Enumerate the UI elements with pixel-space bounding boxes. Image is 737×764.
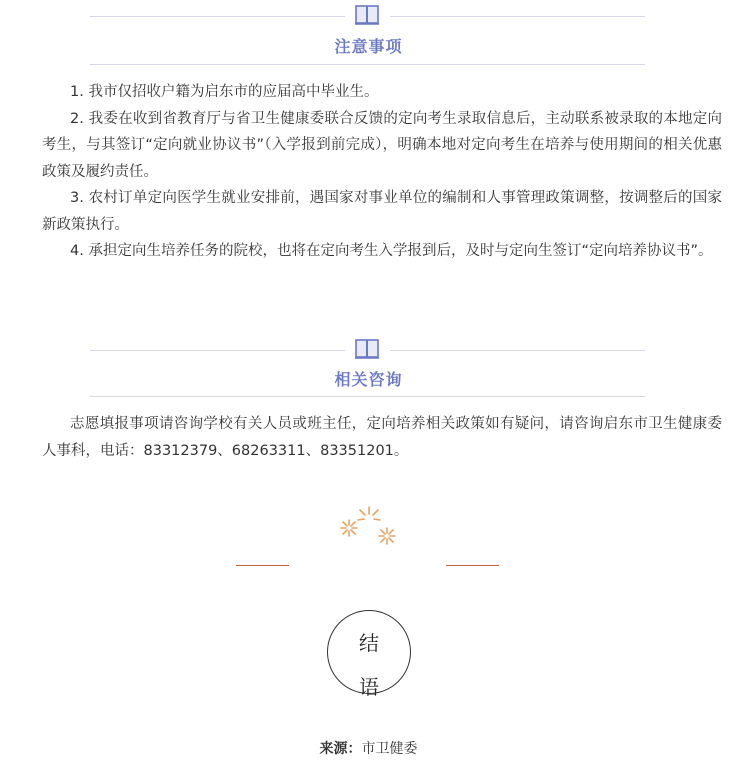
section-title-notes: 注意事项 — [334, 37, 403, 56]
source-label: 来源： — [319, 741, 362, 757]
firework-icon — [335, 500, 400, 550]
source-line — [0, 738, 737, 758]
section-title-consult: 相关咨询 — [334, 370, 403, 389]
divider-left — [90, 350, 345, 351]
section-header-consult — [0, 338, 737, 398]
decor-line-left — [236, 565, 289, 566]
consult-paragraph: 志愿填报事项请咨询学校有关人员或班主任，定向培养相关政策如有疑问，请咨询启东市卫生健康委人事科，电话：83312379、68263311、83351201。 — [42, 416, 722, 459]
divider-under-title — [90, 64, 645, 65]
source-value: 市卫健委 — [361, 741, 418, 757]
divider-under-title — [90, 396, 645, 397]
list-item: 1. 我市仅招收户籍为启东市的应届高中毕业生。 — [70, 84, 379, 100]
divider-right — [390, 350, 645, 351]
divider-right — [390, 16, 645, 17]
ending-char-2: 语 — [359, 675, 379, 699]
ending-char-1: 结 — [359, 631, 379, 655]
consult-text — [42, 411, 722, 464]
list-item: 4. 承担定向生培养任务的院校，也将在定向考生入学报到后，及时与定向生签订“定向培养协议书”。 — [70, 243, 713, 259]
section-header-notes — [0, 4, 737, 64]
notes-list — [42, 79, 722, 265]
book-icon — [353, 4, 381, 26]
ending-circle — [327, 610, 411, 699]
book-icon — [353, 338, 381, 360]
list-item: 2. 我委在收到省教育厅与省卫生健康委联合反馈的定向考生录取信息后，主动联系被录取的本地定向考生，与其签订“定向就业协议书”（入学报到前完成），明确本地对定向考生在培养与使用期间的相关优惠政策及履约责任。 — [42, 110, 722, 180]
divider-left — [90, 16, 345, 17]
list-item: 3. 农村订单定向医学生就业安排前，遇国家对事业单位的编制和人事管理政策调整，按调整后的国家新政策执行。 — [42, 190, 722, 233]
decor-line-right — [446, 565, 499, 566]
